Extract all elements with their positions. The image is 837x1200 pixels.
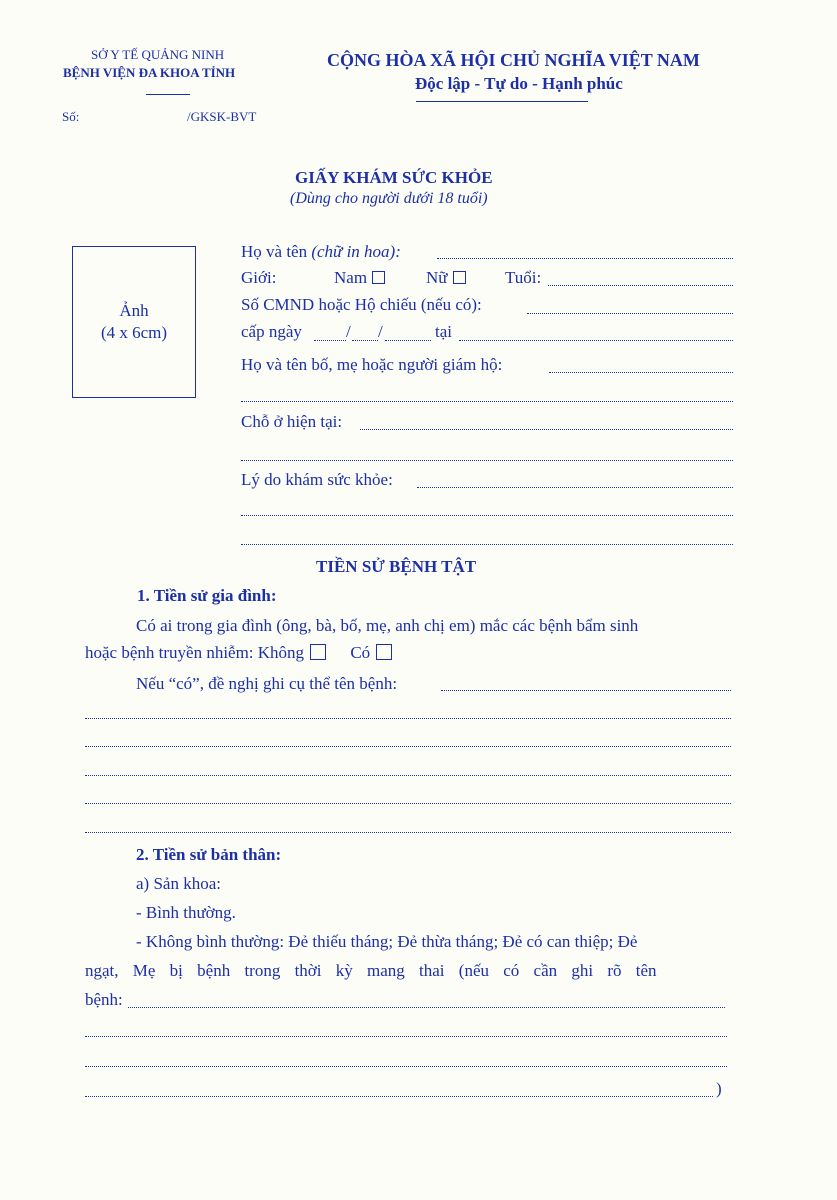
family-history-heading: 1. Tiền sử gia đình: — [137, 586, 277, 605]
department-name: SỞ Y TẾ QUẢNG NINH — [91, 47, 225, 62]
female-checkbox[interactable] — [453, 271, 466, 284]
normal-label: - Bình thường. — [136, 903, 236, 922]
photo-box — [72, 246, 196, 398]
abnormal-field[interactable] — [128, 1007, 725, 1008]
issued-label: cấp ngày — [241, 322, 302, 341]
id-field[interactable] — [527, 313, 733, 314]
republic-title: CỘNG HÒA XÃ HỘI CHỦ NGHĨA VIỆT NAM — [327, 50, 700, 70]
closing-paren: ) — [716, 1079, 722, 1098]
issued-sep-2: / — [378, 322, 383, 341]
address-field[interactable] — [360, 429, 733, 430]
abnormal-field-2[interactable] — [85, 1036, 727, 1037]
name-hint: (chữ in hoa): — [311, 242, 401, 261]
guardian-field[interactable] — [549, 372, 733, 373]
reason-field-3[interactable] — [241, 544, 733, 545]
motto-underline — [416, 101, 588, 102]
abnormal-line-2: ngạt, Mẹ bị bệnh trong thời kỳ mang thai (nếu có cần ghi rõ tên — [85, 961, 657, 980]
document-subtitle: (Dùng cho người dưới 18 tuổi) — [290, 190, 488, 207]
number-code: /GKSK-BVT — [187, 109, 257, 124]
no-option[interactable]: Không — [258, 643, 326, 662]
yes-checkbox[interactable] — [376, 644, 392, 660]
self-history-heading: 2. Tiền sử bản thân: — [136, 845, 282, 864]
number-label: Số: — [62, 109, 80, 124]
abnormal-field-4[interactable] — [85, 1096, 713, 1097]
abnormal-line-3: bệnh: — [85, 990, 123, 1009]
photo-size: (4 x 6cm) — [100, 323, 168, 342]
disease-field-3[interactable] — [85, 746, 731, 747]
hospital-name: BỆNH VIỆN ĐA KHOA TỈNH — [63, 65, 236, 80]
family-question-line-1: Có ai trong gia đình (ông, bà, bố, mẹ, anh chị em) mắc các bệnh bẩm sinh — [136, 616, 639, 635]
age-field[interactable] — [548, 285, 733, 286]
family-question-line-2: hoặc bệnh truyền nhiễm: Không Có — [85, 643, 392, 663]
document-title: GIẤY KHÁM SỨC KHỎE — [295, 168, 493, 187]
issued-year-field[interactable] — [385, 340, 431, 341]
age-label: Tuổi: — [505, 268, 542, 287]
disease-field-2[interactable] — [85, 718, 731, 719]
guardian-field-2[interactable] — [241, 401, 733, 402]
obstetric-label: a) Sản khoa: — [136, 874, 221, 893]
photo-label: Ảnh — [119, 301, 149, 320]
male-checkbox[interactable] — [372, 271, 385, 284]
issued-place-field[interactable] — [459, 340, 733, 341]
no-checkbox[interactable] — [310, 644, 326, 660]
disease-field-5[interactable] — [85, 803, 731, 804]
disease-field[interactable] — [441, 690, 731, 691]
reason-field-2[interactable] — [241, 515, 733, 516]
history-heading: TIỀN SỬ BỆNH TẬT — [316, 557, 477, 576]
name-label: Họ và tên (chữ in hoa): — [241, 242, 401, 261]
address-field-2[interactable] — [241, 460, 733, 461]
motto: Độc lập - Tự do - Hạnh phúc — [415, 74, 623, 93]
yes-option[interactable]: Có — [350, 643, 392, 662]
issued-month-field[interactable] — [352, 340, 378, 341]
hospital-underline — [146, 94, 190, 95]
gender-label: Giới: — [241, 268, 277, 287]
id-label: Số CMND hoặc Hộ chiếu (nếu có): — [241, 295, 482, 314]
reason-field[interactable] — [417, 487, 733, 488]
abnormal-field-3[interactable] — [85, 1066, 727, 1067]
name-field[interactable] — [437, 258, 733, 259]
issued-day-field[interactable] — [314, 340, 346, 341]
gender-female[interactable]: Nữ — [426, 268, 466, 288]
if-yes-label: Nếu “có”, đề nghị ghi cụ thể tên bệnh: — [136, 674, 398, 693]
reason-label: Lý do khám sức khỏe: — [241, 470, 393, 489]
issued-sep-1: / — [346, 322, 351, 341]
guardian-label: Họ và tên bố, mẹ hoặc người giám hộ: — [241, 355, 503, 374]
gender-male[interactable]: Nam — [334, 268, 385, 288]
abnormal-line-1: - Không bình thường: Đẻ thiếu tháng; Đẻ thừa tháng; Đẻ có can thiệp; Đẻ — [136, 932, 638, 951]
disease-field-4[interactable] — [85, 775, 731, 776]
issued-at-label: tại — [435, 322, 452, 341]
disease-field-6[interactable] — [85, 832, 731, 833]
address-label: Chỗ ở hiện tại: — [241, 412, 343, 431]
